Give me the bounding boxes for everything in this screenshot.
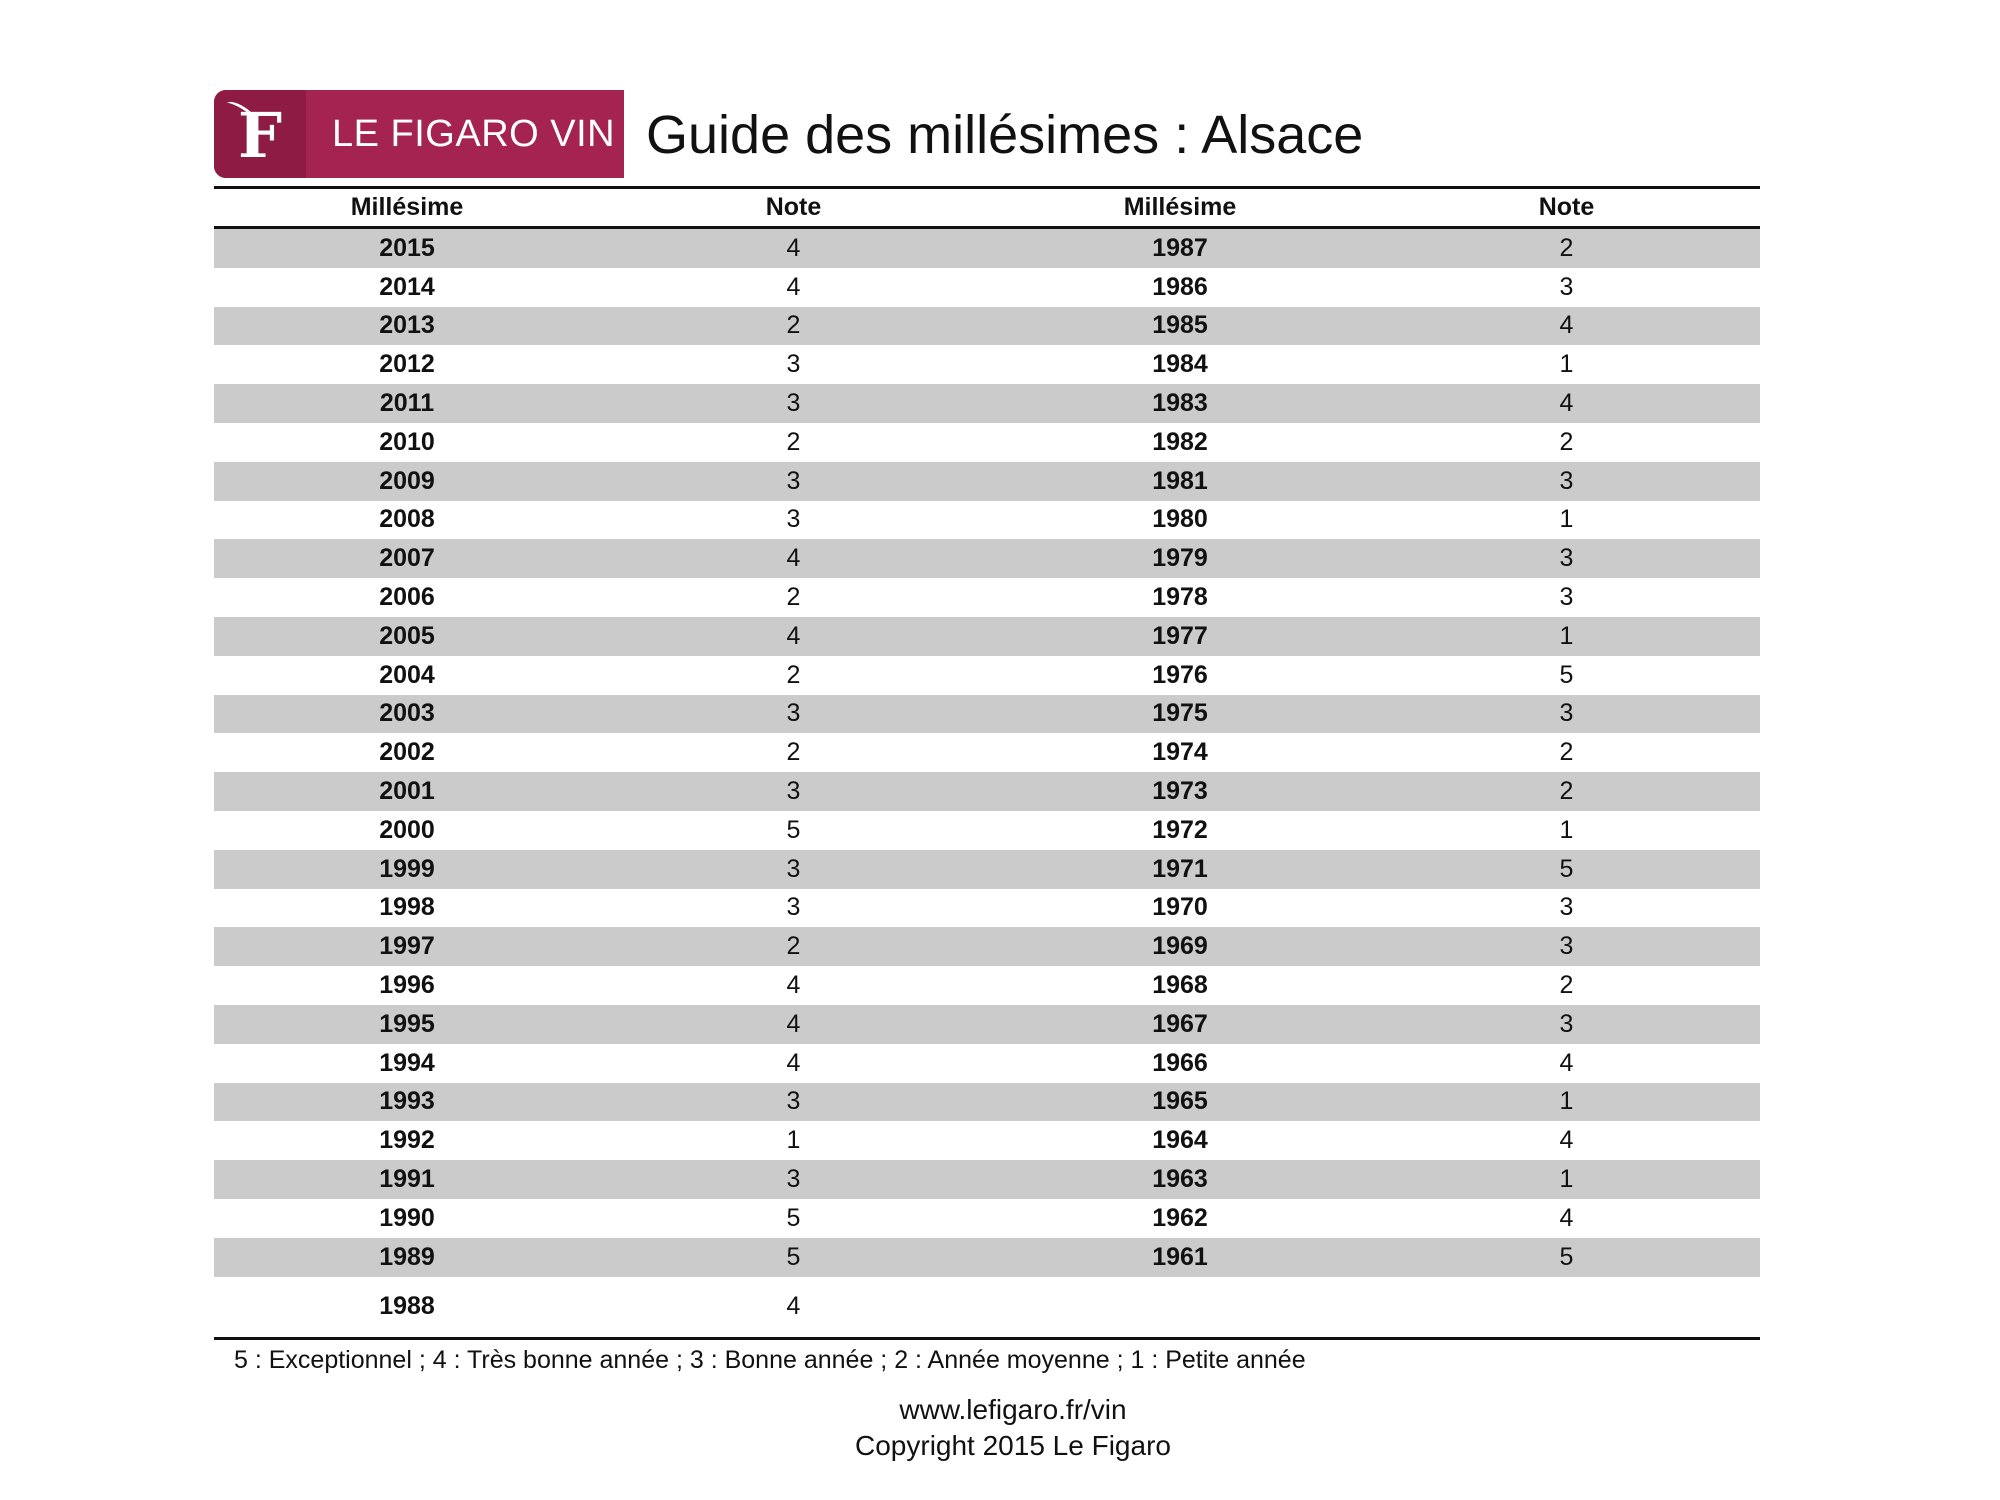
vintage-year: 2009: [379, 466, 435, 495]
vintage-note: 4: [786, 1009, 801, 1038]
vintage-year: 2006: [379, 583, 435, 612]
vintage-year: 1985: [1152, 311, 1208, 340]
vintage-note: 3: [1559, 1009, 1574, 1038]
vintage-note: 3: [1559, 932, 1574, 961]
vintage-year: 1981: [1152, 466, 1208, 495]
vintage-note: 5: [786, 1242, 801, 1271]
vintage-year: 2005: [379, 621, 435, 650]
vintage-note: 3: [1559, 583, 1574, 612]
vintage-note: 5: [786, 1203, 801, 1232]
vintage-note: 4: [786, 971, 801, 1000]
vintage-note: 3: [786, 854, 801, 883]
vintage-note: 4: [1559, 389, 1574, 418]
table-row: [214, 1277, 1760, 1340]
vintage-note: 4: [786, 544, 801, 573]
vintage-note: 5: [1559, 660, 1574, 689]
header-note-left: Note: [765, 193, 822, 221]
table-row: [214, 462, 1760, 501]
vintage-year: 1992: [379, 1126, 435, 1155]
vintage-note: 1: [1559, 1087, 1574, 1116]
vintage-note: 4: [786, 272, 801, 301]
vintage-year: 1984: [1152, 350, 1208, 379]
vintage-note: 3: [786, 777, 801, 806]
table-body: [214, 229, 1760, 1340]
logo-letter: F: [237, 99, 283, 172]
vintage-note: 4: [1559, 1126, 1574, 1155]
vintage-note: 4: [1559, 1203, 1574, 1232]
vintage-year: 2012: [379, 350, 435, 379]
vintage-year: 1972: [1152, 815, 1208, 844]
vintage-note: 5: [1559, 1242, 1574, 1271]
vintage-year: 1962: [1152, 1203, 1208, 1232]
vintage-note: 3: [786, 350, 801, 379]
vintage-note: 3: [1559, 272, 1574, 301]
vintage-note: 2: [1559, 777, 1574, 806]
brand-logo: [214, 90, 624, 178]
vintage-year: 2011: [379, 389, 435, 418]
vintage-year: 2003: [379, 699, 435, 728]
vintage-year: 2001: [379, 777, 435, 806]
table-row: [214, 307, 1760, 346]
vintage-note: 1: [1559, 1165, 1574, 1194]
vintage-year: 1989: [379, 1242, 435, 1271]
vintage-note: 3: [786, 893, 801, 922]
rating-legend: 5 : Exceptionnel ; 4 : Très bonne année ; 3 : Bonne année ; 2 : Année moyenne ; 1 : Petite année: [234, 1346, 1306, 1374]
vintage-year: 1965: [1152, 1087, 1208, 1116]
vintage-note: 2: [786, 583, 801, 612]
footer-copyright: Copyright 2015 Le Figaro: [855, 1430, 1171, 1461]
table-row: [214, 656, 1760, 695]
table-row: [214, 733, 1760, 772]
vintage-year: 1977: [1152, 621, 1208, 650]
vintage-year: 1963: [1152, 1165, 1208, 1194]
vintage-year: 1987: [1152, 233, 1208, 262]
footer-url[interactable]: www.lefigaro.fr/vin: [899, 1394, 1127, 1425]
vintage-year: 1982: [1152, 427, 1208, 456]
vintage-note: 3: [786, 505, 801, 534]
vintage-year: 1968: [1152, 971, 1208, 1000]
vintage-year: 1983: [1152, 389, 1208, 418]
table-row: [214, 1083, 1760, 1122]
table-row: [214, 345, 1760, 384]
vintage-year: 1998: [379, 893, 435, 922]
vintage-note: 2: [786, 660, 801, 689]
vintage-note: 2: [786, 311, 801, 340]
vintage-note: 3: [786, 1165, 801, 1194]
vintage-note: 3: [1559, 544, 1574, 573]
vintage-year: 2008: [379, 505, 435, 534]
table-row: [214, 1238, 1760, 1277]
vintage-year: 1994: [379, 1048, 435, 1077]
vintage-note: 5: [1559, 854, 1574, 883]
vintage-note: 4: [1559, 1048, 1574, 1077]
table-row: [214, 578, 1760, 617]
table-row: [214, 811, 1760, 850]
vintage-year: 2002: [379, 738, 435, 767]
vintage-note: 2: [1559, 427, 1574, 456]
table-row: [214, 268, 1760, 307]
vintage-year: 1990: [379, 1203, 435, 1232]
table-row: [214, 539, 1760, 578]
table-row: [214, 966, 1760, 1005]
vintage-year: 1964: [1152, 1126, 1208, 1155]
vintage-year: 1967: [1152, 1009, 1208, 1038]
vintage-year: 1969: [1152, 932, 1208, 961]
vintage-year: 1996: [379, 971, 435, 1000]
table-row: [214, 695, 1760, 734]
vintage-note: 1: [1559, 815, 1574, 844]
vintage-year: 2013: [379, 311, 435, 340]
vintage-year: 1973: [1152, 777, 1208, 806]
table-row: [214, 384, 1760, 423]
vintage-note: 3: [1559, 893, 1574, 922]
vintage-table: [214, 186, 1760, 1340]
vintage-note: 2: [1559, 971, 1574, 1000]
vintage-year: 1993: [379, 1087, 435, 1116]
table-row: [214, 1160, 1760, 1199]
logo-text: LE FIGARO VIN: [332, 112, 616, 155]
vintage-note: 2: [786, 932, 801, 961]
vintage-year: 2010: [379, 427, 435, 456]
vintage-year: 1974: [1152, 738, 1208, 767]
vintage-year: 2004: [379, 660, 435, 689]
table-row: [214, 617, 1760, 656]
table-row: [214, 1199, 1760, 1238]
vintage-note: 1: [1559, 621, 1574, 650]
vintage-year: 1995: [379, 1009, 435, 1038]
vintage-year: 1986: [1152, 272, 1208, 301]
vintage-note: 1: [1559, 505, 1574, 534]
vintage-note: 3: [786, 1087, 801, 1116]
vintage-year: 1976: [1152, 660, 1208, 689]
vintage-note: 2: [1559, 233, 1574, 262]
table-row: [214, 1005, 1760, 1044]
page-title: Guide des millésimes : Alsace: [646, 105, 1364, 165]
header-note-right: Note: [1538, 193, 1595, 221]
table-row: [214, 501, 1760, 540]
vintage-year: 2014: [379, 272, 435, 301]
vintage-year: 1991: [379, 1165, 435, 1194]
vintage-note: 2: [786, 738, 801, 767]
vintage-note: 2: [1559, 738, 1574, 767]
table-row: [214, 927, 1760, 966]
vintage-year: 1979: [1152, 544, 1208, 573]
vintage-note: 3: [1559, 466, 1574, 495]
vintage-note: 4: [786, 621, 801, 650]
vintage-note: 4: [786, 1292, 801, 1321]
vintage-year: 2015: [379, 233, 435, 262]
vintage-note: 1: [786, 1126, 801, 1155]
vintage-year: 1970: [1152, 893, 1208, 922]
vintage-note: 3: [1559, 699, 1574, 728]
vintage-year: 1978: [1152, 583, 1208, 612]
table-row: [214, 423, 1760, 462]
table-row: [214, 772, 1760, 811]
table-row: [214, 1121, 1760, 1160]
vintage-note: 1: [1559, 350, 1574, 379]
vintage-year: 1980: [1152, 505, 1208, 534]
vintage-note: 4: [786, 233, 801, 262]
vintage-year: 2007: [379, 544, 435, 573]
vintage-note: 5: [786, 815, 801, 844]
vintage-year: 1997: [379, 932, 435, 961]
vintage-year: 1966: [1152, 1048, 1208, 1077]
vintage-note: 3: [786, 389, 801, 418]
vintage-year: 1961: [1152, 1242, 1208, 1271]
vintage-note: 4: [1559, 311, 1574, 340]
vintage-note: 2: [786, 427, 801, 456]
vintage-note: 4: [786, 1048, 801, 1077]
figaro-f-icon: [214, 90, 306, 178]
header-millesime-right: Millésime: [1123, 193, 1237, 221]
vintage-year: 1971: [1152, 854, 1208, 883]
vintage-year: 1988: [379, 1292, 435, 1321]
table-header: [214, 189, 1760, 229]
vintage-year: 1975: [1152, 699, 1208, 728]
vintage-note: 3: [786, 699, 801, 728]
vintage-note: 3: [786, 466, 801, 495]
table-row: [214, 1044, 1760, 1083]
header-millesime-left: Millésime: [350, 193, 464, 221]
table-row: [214, 229, 1760, 268]
vintage-year: 1999: [379, 854, 435, 883]
table-row: [214, 889, 1760, 928]
table-row: [214, 850, 1760, 889]
vintage-year: 2000: [379, 815, 435, 844]
